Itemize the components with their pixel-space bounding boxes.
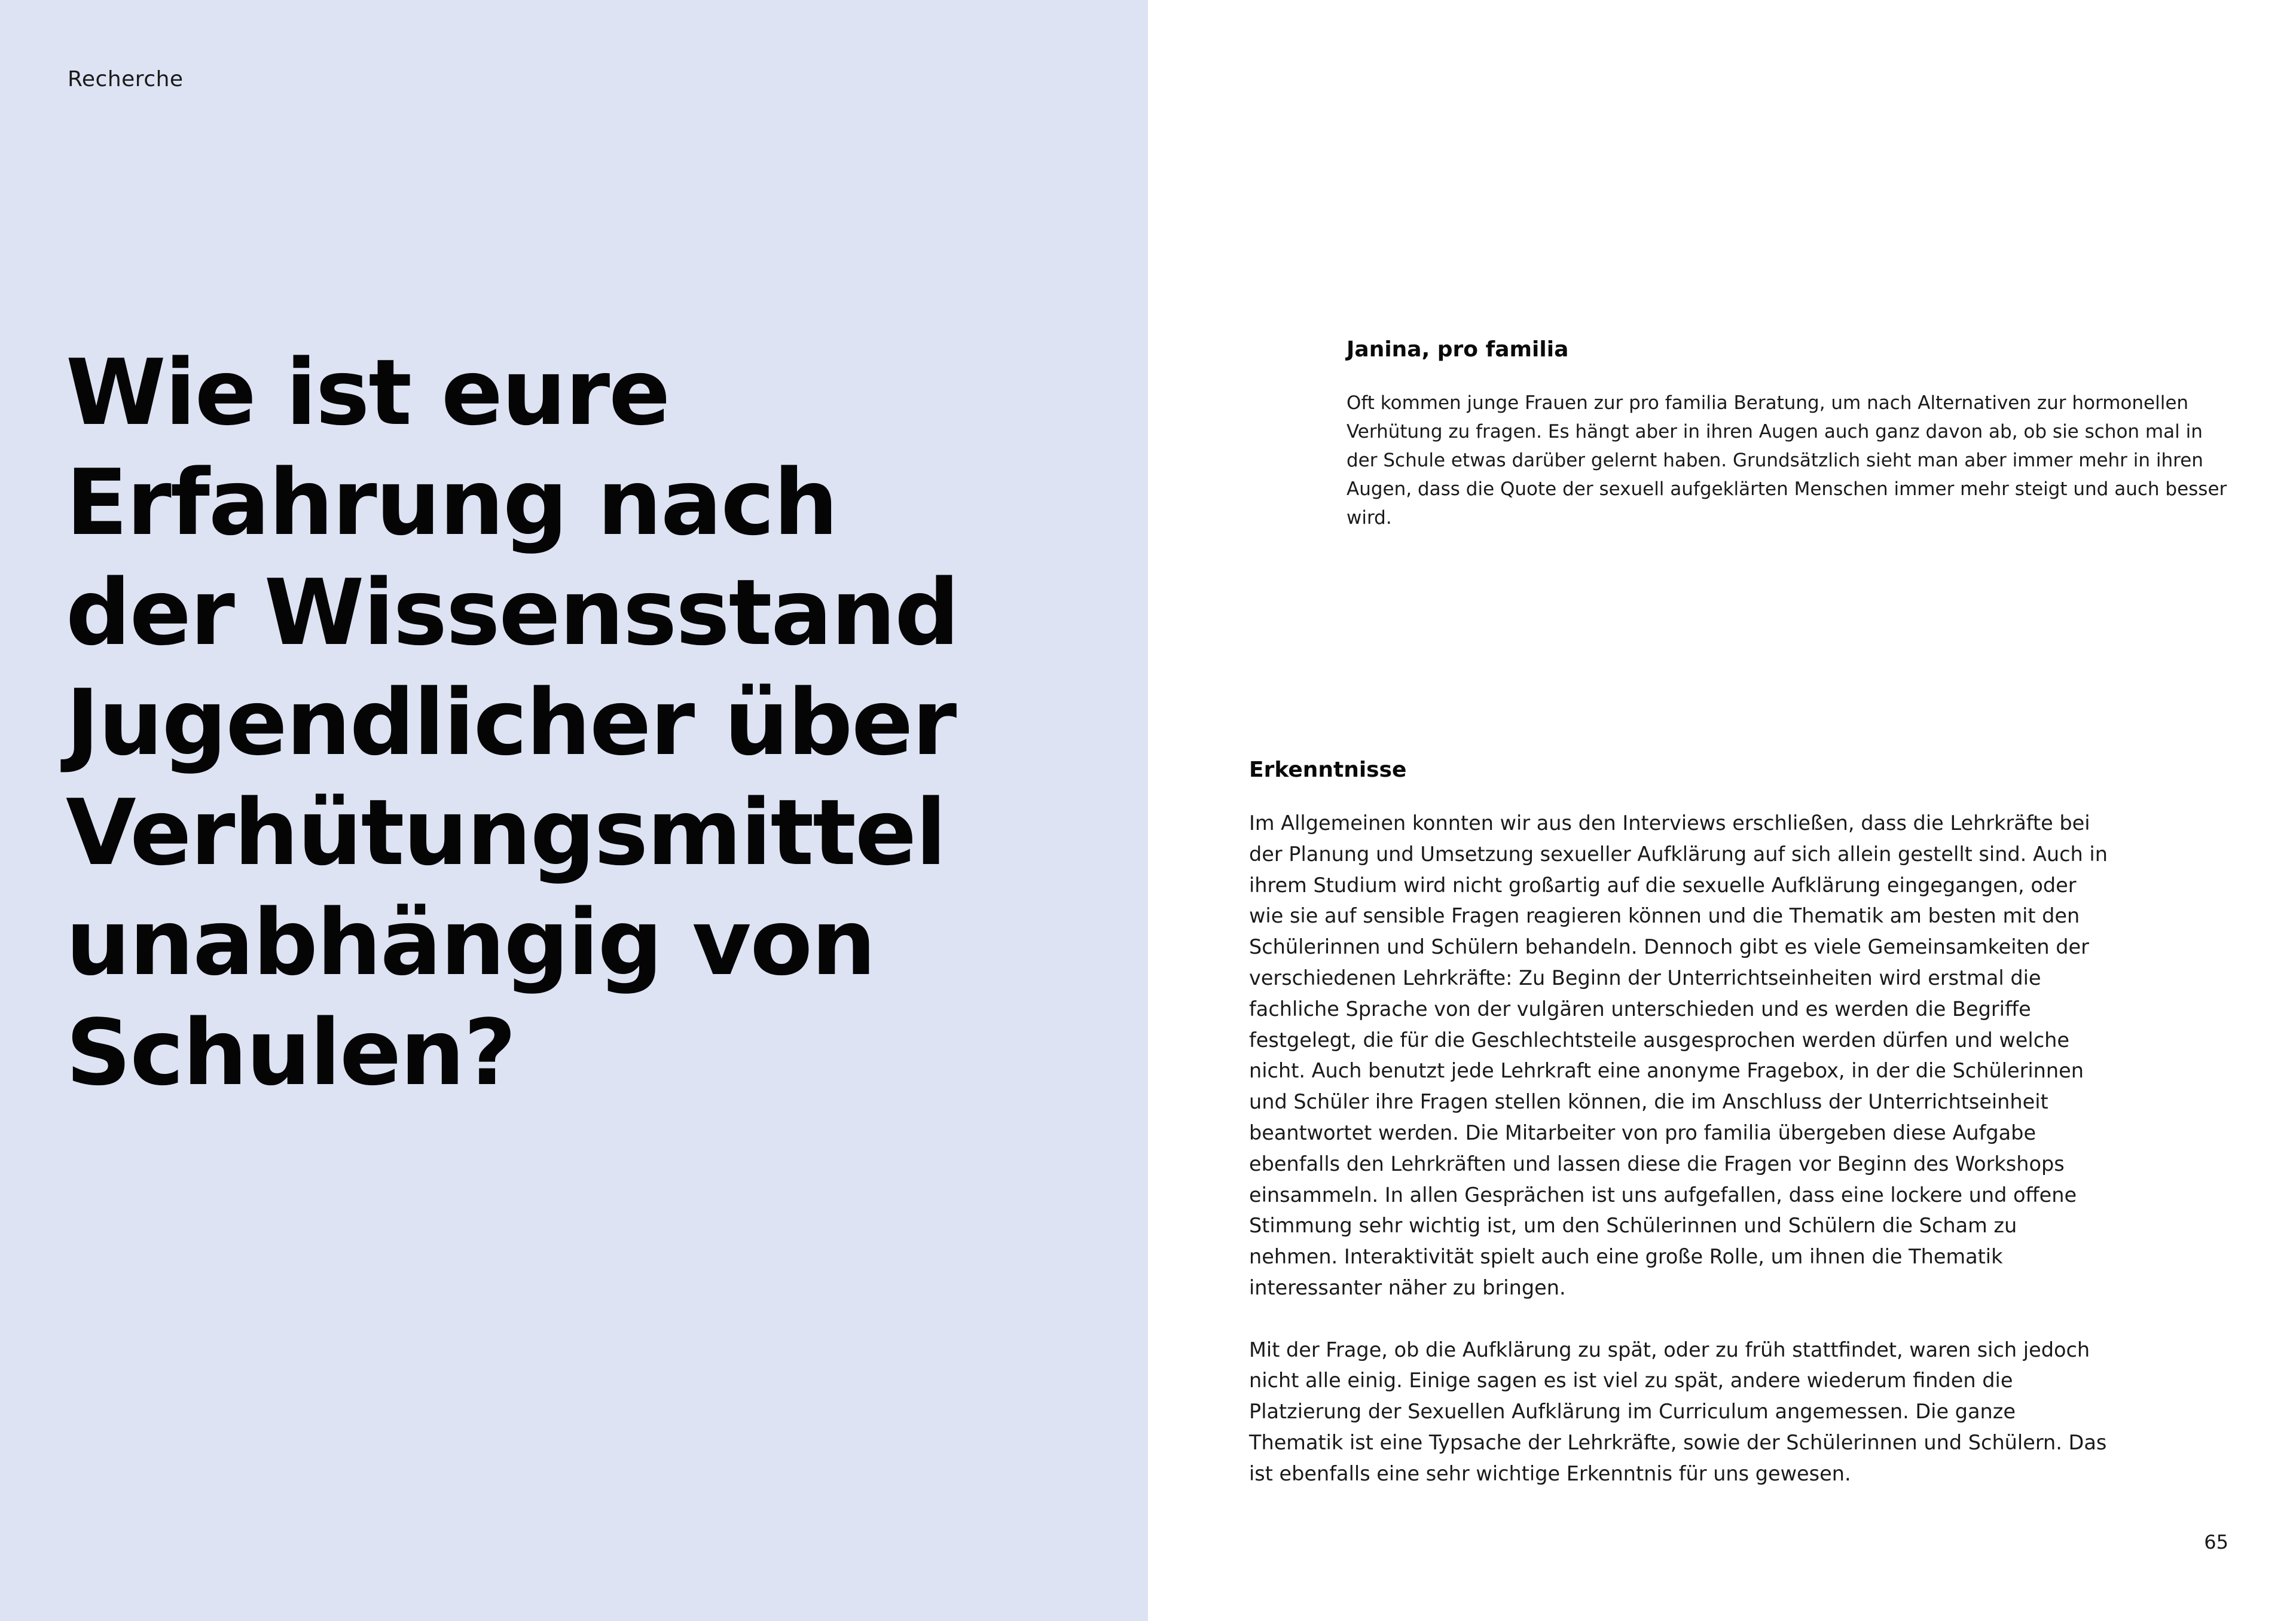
title-line: unabhängig von [66, 890, 875, 996]
title-line: der Wissensstand [66, 560, 958, 666]
findings-paragraph: Mit der Frage, ob die Aufklärung zu spät, oder zu früh stattfindet, waren sich jedoch nicht alle einig. Einige sagen es ist viel zu spät, andere wiederum finden die Platzierung der Sexuellen Aufklärung im Curriculum angemessen. Die ganze Thematik ist eine Typsache der Lehrkräfte, sowie der Schülerinnen und Schülern. Das ist ebenfalls eine sehr wichtige Erkenntnis für uns gewesen. [1249, 1338, 2107, 1485]
page-number: 65 [2204, 1531, 2228, 1553]
findings-paragraph: Im Allgemeinen konnten wir aus den Interviews erschließen, dass die Lehrkräfte bei der Planung und Umsetzung sexueller Aufklärung auf sich allein gestellt sind. Auch in ihrem Studium wird nicht großartig auf die sexuelle Aufklärung eingegangen, oder wie sie auf sensible Fragen reagieren können und die Thematik am besten mit den Schülerinnen und Schülern behandeln. Dennoch gibt es viele Gemeinsamkeiten der verschiedenen Lehrkräfte: Zu Beginn der Unterrichtseinheiten wird erstmal die fachliche Sprache von der vulgären unterschieden und es werden die Begriffe festgelegt, die für die Geschlechtsteile ausgesprochen werden dürfen und welche nicht. Auch benutzt jede Lehrkraft eine anonyme Fragebox, in der die Schülerinnen und Schüler ihre Fragen stellen können, die im Anschluss der Unterrichtseinheit beantwortet werden. Die Mitarbeiter von pro familia übergeben diese Aufgabe ebenfalls den Lehrkräften und lassen diese die Fragen vor Beginn des Workshops einsammeln. In allen Gesprächen ist uns aufgefallen, dass eine lockere und offene Stimmung sehr wichtig ist, um den Schülerinnen und Schülern die Scham zu nehmen. Interaktivität spielt auch eine große Rolle, um ihnen die Thematik interessanter näher zu bringen. [1249, 811, 2108, 1299]
title-line: Jugendlicher über [66, 670, 956, 776]
title-line: Schulen? [66, 1000, 515, 1106]
interviewee-name: Janina, pro familia [1347, 337, 1569, 362]
section-label: Recherche [68, 67, 184, 91]
findings-section [1249, 755, 2110, 1520]
interview-quote-block [1347, 335, 2231, 532]
page-title [66, 338, 1082, 1108]
title-line: Verhütungsmittel [66, 780, 946, 886]
title-line: Erfahrung nach [66, 450, 837, 555]
interview-quote-text: Oft kommen junge Frauen zur pro familia Beratung, um nach Alternativen zur hormonellen Verhütung zu fragen. Es hängt aber in ihren Augen auch ganz davon ab, ob sie schon mal in der Schule etwas darüber gelernt haben. Grundsätzlich sieht man aber immer mehr in ihren Augen, dass die Quote der sexuell aufgeklärten Menschen immer mehr steigt und auch besser wird. [1347, 392, 2227, 529]
title-line: Wie ist eure [66, 340, 670, 445]
findings-heading: Erkenntnisse [1249, 758, 1407, 782]
